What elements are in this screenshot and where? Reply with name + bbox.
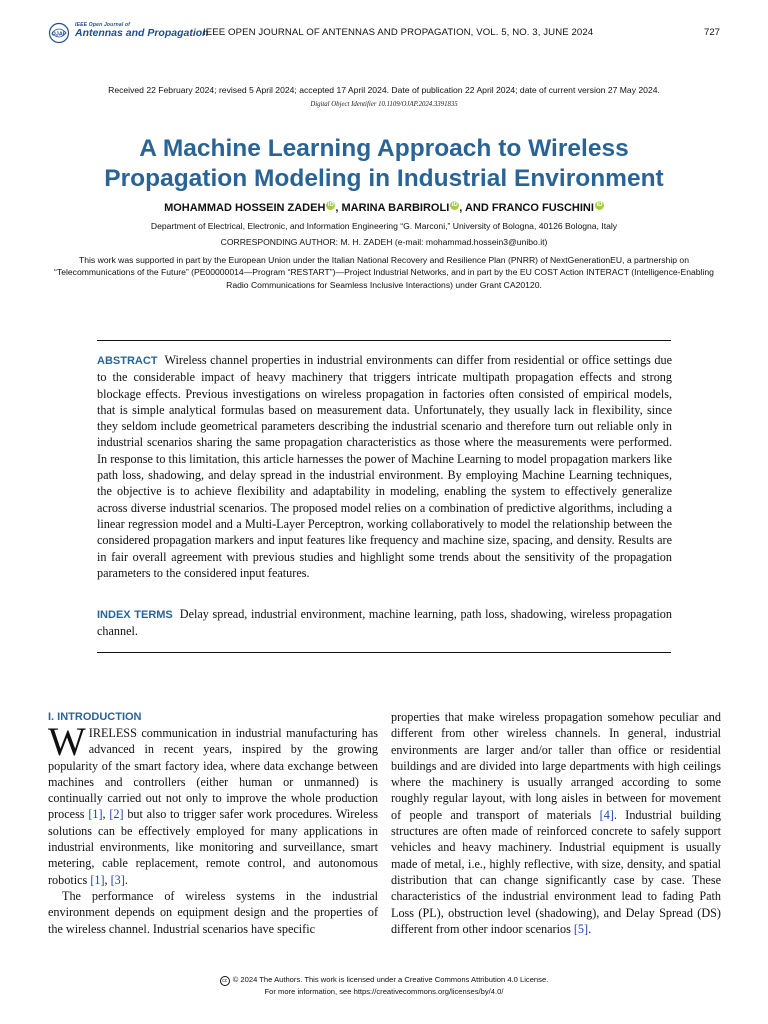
running-head: IEEE OPEN JOURNAL OF ANTENNAS AND PROPAGATION, VOL. 5, NO. 3, JUNE 2024 (203, 27, 594, 38)
citation-link[interactable]: [5] (573, 921, 589, 936)
author-list (0, 201, 768, 214)
title-line-1: A Machine Learning Approach to Wireless (139, 135, 629, 162)
abstract-text: Wireless channel properties in industrial environments can differ from residential or office settings due to the considerable impact of heavy machinery that triggers intricate multipath propagation effects and strong blockage effects. Previous investigations on wireless propagation in factories often consisted of empirical models, that is simple analytical formulas based on measurement data. Unfortunately, they usually lack in flexibility, since they seldom include geometrical parameters describing the industrial scenario and therefore turn out reliable only in industrial scenarios sharing the same propagation characteristics as those where the measurements were performed. In response to this limitation, this article harnesses the power of Machine Learning to model propagation markers like path loss, shadowing, and delay spread in the industrial environment. By employing Machine Learning techniques, the objective is to achieve flexibility and adaptability in modeling, enabling the system to effectively generalize across diverse industrial scenarios. The proposed model relies on a combination of predictive algorithms, including a linear regression model and a Multi-Layer Perceptron, working collaboratively to model the relationship between the considered propagation markers and input features like frequency and machine size, spacing, and density. Results are in fair overall agreement with previous studies and highlight some trends about the sensitivity of the propagation parameters to the considered input features. (97, 353, 672, 580)
drop-cap: W (48, 719, 86, 764)
intro-paragraph: The performance of wireless systems in the industrial environment depends on equipment design and the properties of the wireless channel. Industrial scenarios have specific (48, 888, 378, 936)
funding-statement: This work was supported in part by the European Union under the Italian National Recovery and Resilience Plan (PNRR) of NextGenerationEU, a partnership on “Telecommunications of the Future” (PE00000014—Program “RESTART”)—Project Industrial Networks, and in part by the EU COST Action INTERACT (Intelligence-Enabling Radio Communications for Seamless Inclusive Interactions) under Grant CA20120. (54, 255, 714, 290)
index-terms-text: Delay spread, industrial environment, machine learning, path loss, shadowing, wireless propagation channel. (97, 607, 672, 639)
author-name: MOHAMMAD HOSSEIN ZADEH (164, 202, 326, 214)
journal-name: Antennas and Propagation (75, 27, 209, 39)
journal-logo-icon (48, 22, 70, 44)
citation-link[interactable]: [4] (599, 807, 614, 822)
citation-link[interactable]: [3] (110, 872, 125, 887)
abstract-label: ABSTRACT (97, 355, 158, 367)
corresponding-author: CORRESPONDING AUTHOR: M. H. ZADEH (e-mail: mohammad.hossein3@unibo.it) (220, 237, 548, 247)
paragraph-text: . (124, 872, 128, 887)
page-number: 727 (703, 27, 720, 38)
received-dates: Received 22 February 2024; revised 5 April 2024; accepted 17 April 2024. Date of publication 22 April 2024; date of current version 27 May 2024. (108, 85, 660, 95)
license-footer (0, 974, 768, 998)
license-link[interactable]: For more information, see https://creativecommons.org/licenses/by/4.0/ (264, 987, 504, 996)
intro-left-column (48, 709, 378, 937)
intro-paragraph (48, 719, 378, 888)
doi[interactable]: Digital Object Identifier 10.1109/OJAP.2024.3391835 (310, 101, 458, 108)
paragraph-text: , (104, 872, 111, 887)
creative-commons-icon: cc (220, 976, 230, 986)
abstract (97, 352, 672, 581)
citation-link[interactable]: [2] (109, 807, 124, 822)
intro-paragraph (391, 709, 721, 937)
citation-link[interactable]: [1] (88, 807, 103, 822)
paragraph-text: but also to trigger safer work procedures. Wireless solutions can be effectively employed for many applications in industrial environments, like monitoring and surveillance, smart metering, cable replacement, remote control, and autonomous robotics (48, 807, 378, 887)
section-heading: I. INTRODUCTION (48, 711, 142, 723)
svg-text:OJAP: OJAP (51, 31, 67, 38)
title-line-2: Propagation Modeling in Industrial Environment (104, 165, 664, 192)
license-text: © 2024 The Authors. This work is licensed under a Creative Commons Attribution 4.0 License. (232, 975, 549, 984)
orcid-icon[interactable]: iD (327, 202, 334, 208)
paragraph-text: . Industrial building structures are often made of reinforced concrete to safely support vehicles and heavy machinery. Industrial equipment is usually made of metal, i.e., highly reflective, with size, density, and spatial distribution that can change significantly case by case. These characteristics of the industrial environment lead to fading Path Loss (PL), obstruction level (shadowing), and Delay Spread (DS) different from other indoor scenarios (391, 807, 721, 936)
index-terms-label: INDEX TERMS (97, 609, 173, 621)
paper-title (40, 134, 728, 194)
author-name: , MARINA BARBIROLI (335, 202, 450, 214)
citation-link[interactable]: [1] (90, 872, 105, 887)
orcid-icon[interactable]: iD (596, 202, 603, 208)
affiliation: Department of Electrical, Electronic, and Information Engineering “G. Marconi,” University of Bologna, 40126 Bologna, Italy (150, 221, 618, 231)
intro-right-column (391, 709, 721, 937)
journal-header (46, 22, 720, 44)
index-terms (97, 606, 672, 640)
divider (97, 340, 671, 341)
journal-small-label: IEEE Open Journal of (75, 22, 131, 28)
paragraph-text: . (588, 921, 592, 936)
paragraph-text: IRELESS communication in industrial manufacturing has advanced in recent years, inspired by the growing popularity of the smart factory idea, where data exchange between machines and controllers (either human or unmanned) is continually carried out not only to improve the whole production process (48, 726, 378, 822)
author-name: , AND FRANCO FUSCHINI (459, 202, 594, 214)
paragraph-text: , (102, 807, 110, 822)
license-line (0, 974, 768, 986)
divider (97, 652, 671, 653)
orcid-icon[interactable]: iD (451, 202, 458, 208)
paragraph-text: properties that make wireless propagation somehow peculiar and different from other wireless channels. In general, industrial environments are larger and/or taller than office or residential buildings and are divided into large departments with high ceilings where the machinery is usually arranged according to some roughly regular layout, with long aisles in between for movement of people and transport of materials (391, 710, 721, 822)
